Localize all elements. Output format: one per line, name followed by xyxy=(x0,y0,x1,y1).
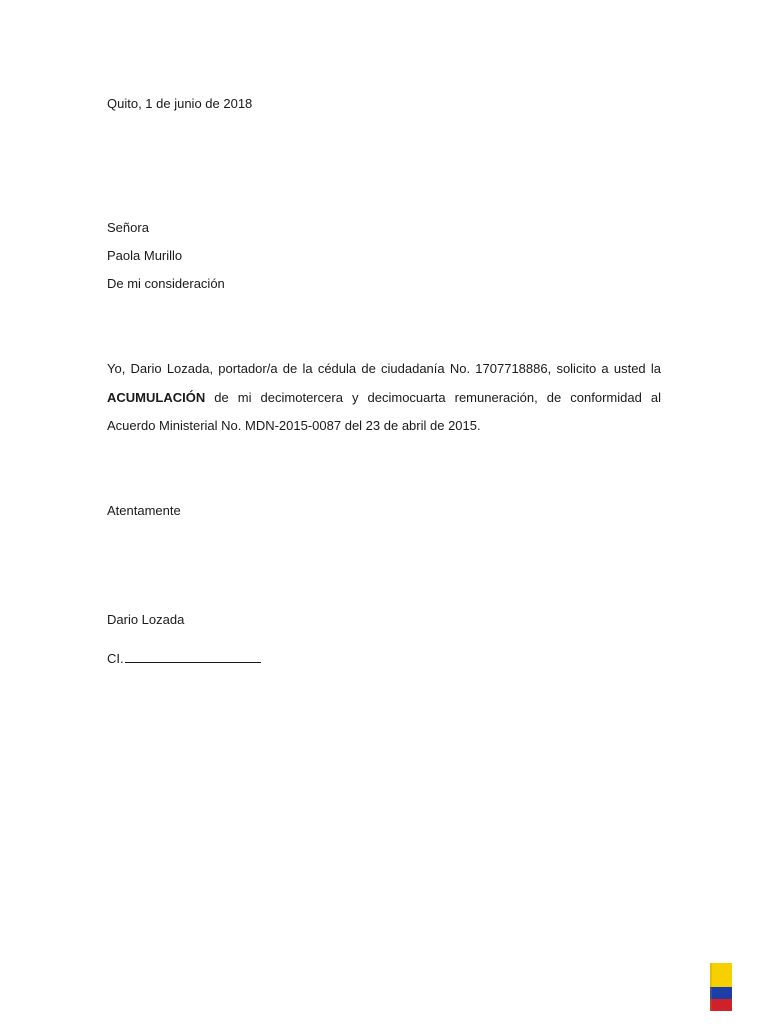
flag-edge xyxy=(710,963,712,1011)
flag-blue-stripe xyxy=(710,987,732,999)
signature-blank xyxy=(125,650,261,663)
closing: Atentamente xyxy=(107,503,181,518)
ecuador-flag-icon xyxy=(710,963,732,1011)
body-line-2 xyxy=(107,384,661,413)
body-emphasis: ACUMULACIÓN xyxy=(107,389,206,405)
body-line-2-rest: de mi decimotercera y decimocuarta remuneración, de conformidad al xyxy=(205,389,661,405)
greeting: De mi consideración xyxy=(107,276,225,291)
body-paragraph xyxy=(107,355,661,441)
signer-name: Dario Lozada xyxy=(107,612,185,627)
flag-red-stripe xyxy=(710,999,732,1011)
id-signature-line xyxy=(107,650,261,667)
id-label: CI. xyxy=(107,651,124,666)
body-line-1: Yo, Dario Lozada, portador/a de la cédula de ciudadanía No. 1707718886, solicito a usted la xyxy=(107,361,661,376)
date-line: Quito, 1 de junio de 2018 xyxy=(107,96,253,111)
flag-yellow-stripe xyxy=(710,963,732,987)
recipient-name: Paola Murillo xyxy=(107,248,183,263)
body-line-3: Acuerdo Ministerial No. MDN-2015-0087 del 23 de abril de 2015. xyxy=(107,418,481,433)
salutation-title: Señora xyxy=(107,220,149,235)
